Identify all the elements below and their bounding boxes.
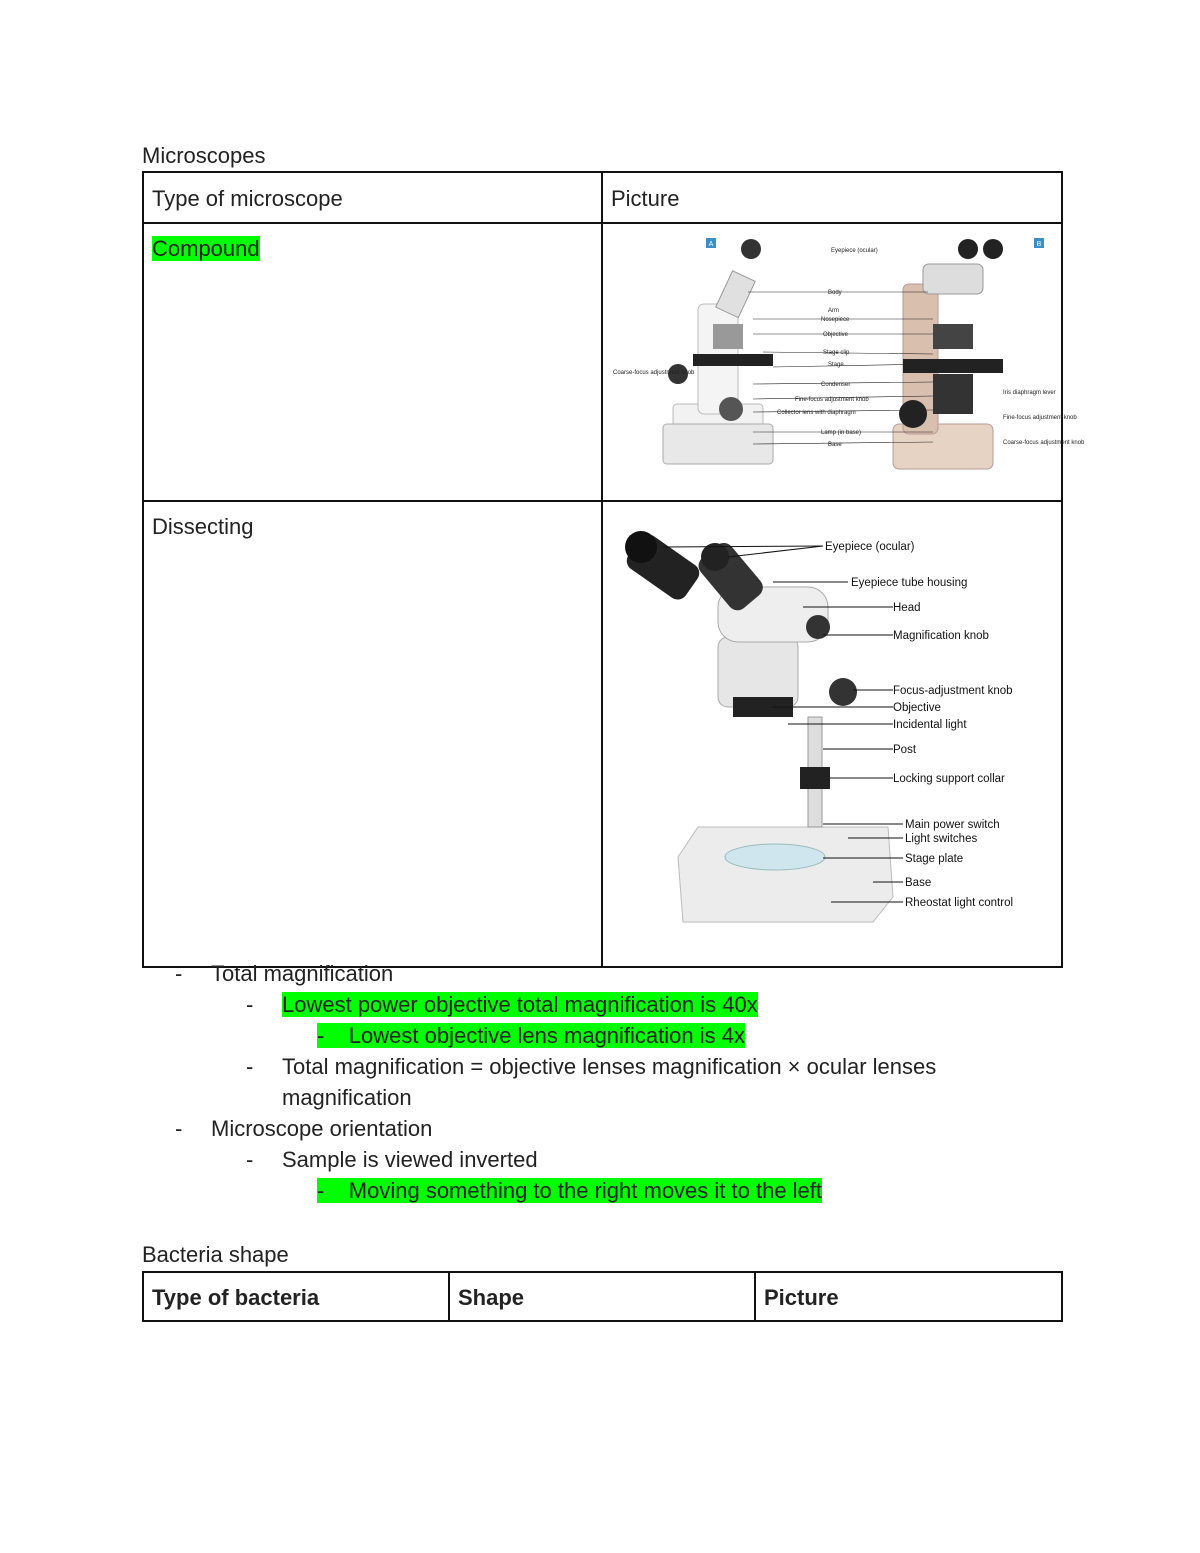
table-header-row bbox=[143, 1272, 1062, 1321]
dissecting-label-item: Incidental light bbox=[893, 719, 967, 731]
dissecting-label-item: Eyepiece tube housing bbox=[851, 577, 968, 589]
label-condenser: Condenser bbox=[821, 382, 851, 388]
dissecting-label-item: Head bbox=[893, 602, 921, 614]
compound-label: Compound bbox=[152, 236, 260, 261]
list-item bbox=[282, 991, 758, 1019]
label-objective: Objective bbox=[823, 332, 849, 338]
header-cell bbox=[755, 1272, 1062, 1321]
dissecting-label-item: Light switches bbox=[905, 833, 978, 845]
note-orientation: Microscope orientation bbox=[211, 1116, 433, 1141]
compound-microscope-image bbox=[603, 224, 1085, 494]
dissecting-microscope-illustration bbox=[623, 531, 893, 922]
dissecting-microscope-image bbox=[603, 502, 1058, 960]
microscopes-heading: Microscopes bbox=[142, 143, 266, 168]
picture-cell bbox=[602, 501, 1062, 967]
dissecting-label: Dissecting bbox=[152, 514, 254, 539]
list-item bbox=[175, 960, 182, 988]
dissecting-label-item: Magnification knob bbox=[893, 630, 989, 642]
table-header-row bbox=[143, 172, 1062, 223]
type-cell bbox=[143, 223, 602, 501]
note-inverted: Sample is viewed inverted bbox=[282, 1147, 538, 1172]
header-cell bbox=[449, 1272, 755, 1321]
dissecting-label-item: Rheostat light control bbox=[905, 897, 1014, 909]
table-row bbox=[143, 501, 1062, 967]
header-type-of-bacteria: Type of bacteria bbox=[152, 1285, 320, 1310]
dissecting-label-item: Eyepiece (ocular) bbox=[825, 541, 915, 553]
dissecting-label-item: Main power switch bbox=[905, 819, 1000, 831]
type-cell bbox=[143, 501, 602, 967]
note-formula: Total magnification = objective lenses magnification × ocular lenses bbox=[282, 1054, 937, 1079]
dissecting-label-item: Objective bbox=[893, 702, 941, 714]
label-fine-focus-right: Fine-focus adjustment knob bbox=[1003, 415, 1077, 421]
header-picture: Picture bbox=[764, 1285, 839, 1310]
badge-b: B bbox=[1036, 241, 1042, 248]
bacteria-heading: Bacteria shape bbox=[142, 1242, 289, 1267]
bullet-dash: - bbox=[317, 1023, 325, 1048]
bullet-dash: - bbox=[175, 1116, 183, 1141]
dissecting-label-item: Stage plate bbox=[905, 853, 964, 865]
label-stage-clip: Stage clip bbox=[823, 350, 850, 356]
bacteria-table bbox=[142, 1271, 1063, 1322]
note-formula-continued: magnification bbox=[282, 1085, 412, 1110]
label-arm: Arm bbox=[828, 308, 839, 314]
label-body: Body bbox=[828, 290, 842, 296]
bullet-dash: - bbox=[317, 1178, 325, 1203]
label-eyepiece-ocular: Eyepiece (ocular) bbox=[831, 248, 878, 254]
note-moving bbox=[317, 1178, 822, 1203]
note-lowest-objective-text: Lowest objective lens magnification is 4x bbox=[348, 1023, 745, 1048]
header-cell bbox=[143, 172, 602, 223]
bullet-dash: - bbox=[246, 1147, 254, 1172]
label-coarse-focus-right: Coarse-focus adjustment knob bbox=[1003, 440, 1085, 446]
dissecting-label-item: Locking support collar bbox=[893, 773, 1005, 785]
note-lowest-objective bbox=[317, 1023, 745, 1048]
list-item bbox=[317, 1022, 745, 1050]
label-base: Base bbox=[828, 442, 842, 448]
bullet-dash: - bbox=[246, 992, 254, 1017]
label-coarse-focus: Coarse-focus adjustment knob bbox=[613, 370, 695, 376]
dissecting-label-item: Focus-adjustment knob bbox=[893, 685, 1013, 697]
header-type: Type of microscope bbox=[152, 186, 343, 211]
label-nosepiece: Nosepiece bbox=[821, 317, 850, 323]
header-shape: Shape bbox=[458, 1285, 525, 1310]
label-collector-lens: Collector lens with diaphragm bbox=[777, 410, 856, 416]
label-lamp: Lamp (in base) bbox=[821, 430, 862, 436]
label-fine-focus: Fine-focus adjustment knob bbox=[795, 397, 869, 403]
note-total-magnification: Total magnification bbox=[211, 961, 394, 986]
dissecting-label-item: Base bbox=[905, 877, 932, 889]
header-picture: Picture bbox=[611, 186, 680, 211]
header-cell bbox=[602, 172, 1062, 223]
microscope-table bbox=[142, 171, 1085, 968]
note-moving-text: Moving something to the right moves it to the left bbox=[348, 1178, 823, 1203]
microscope-a-illustration bbox=[663, 239, 773, 464]
label-iris-diaphragm: Iris diaphragm lever bbox=[1003, 390, 1056, 396]
list-item bbox=[317, 1177, 822, 1205]
bullet-dash: - bbox=[175, 961, 183, 986]
label-stage: Stage bbox=[828, 362, 844, 368]
picture-cell bbox=[602, 223, 1085, 501]
note-lowest-power: Lowest power objective total magnification is 40x bbox=[282, 992, 758, 1017]
dissecting-label-item: Post bbox=[893, 744, 917, 756]
header-cell bbox=[143, 1272, 449, 1321]
badge-a: A bbox=[708, 241, 714, 248]
bullet-dash: - bbox=[246, 1054, 254, 1079]
table-row bbox=[143, 223, 1062, 501]
